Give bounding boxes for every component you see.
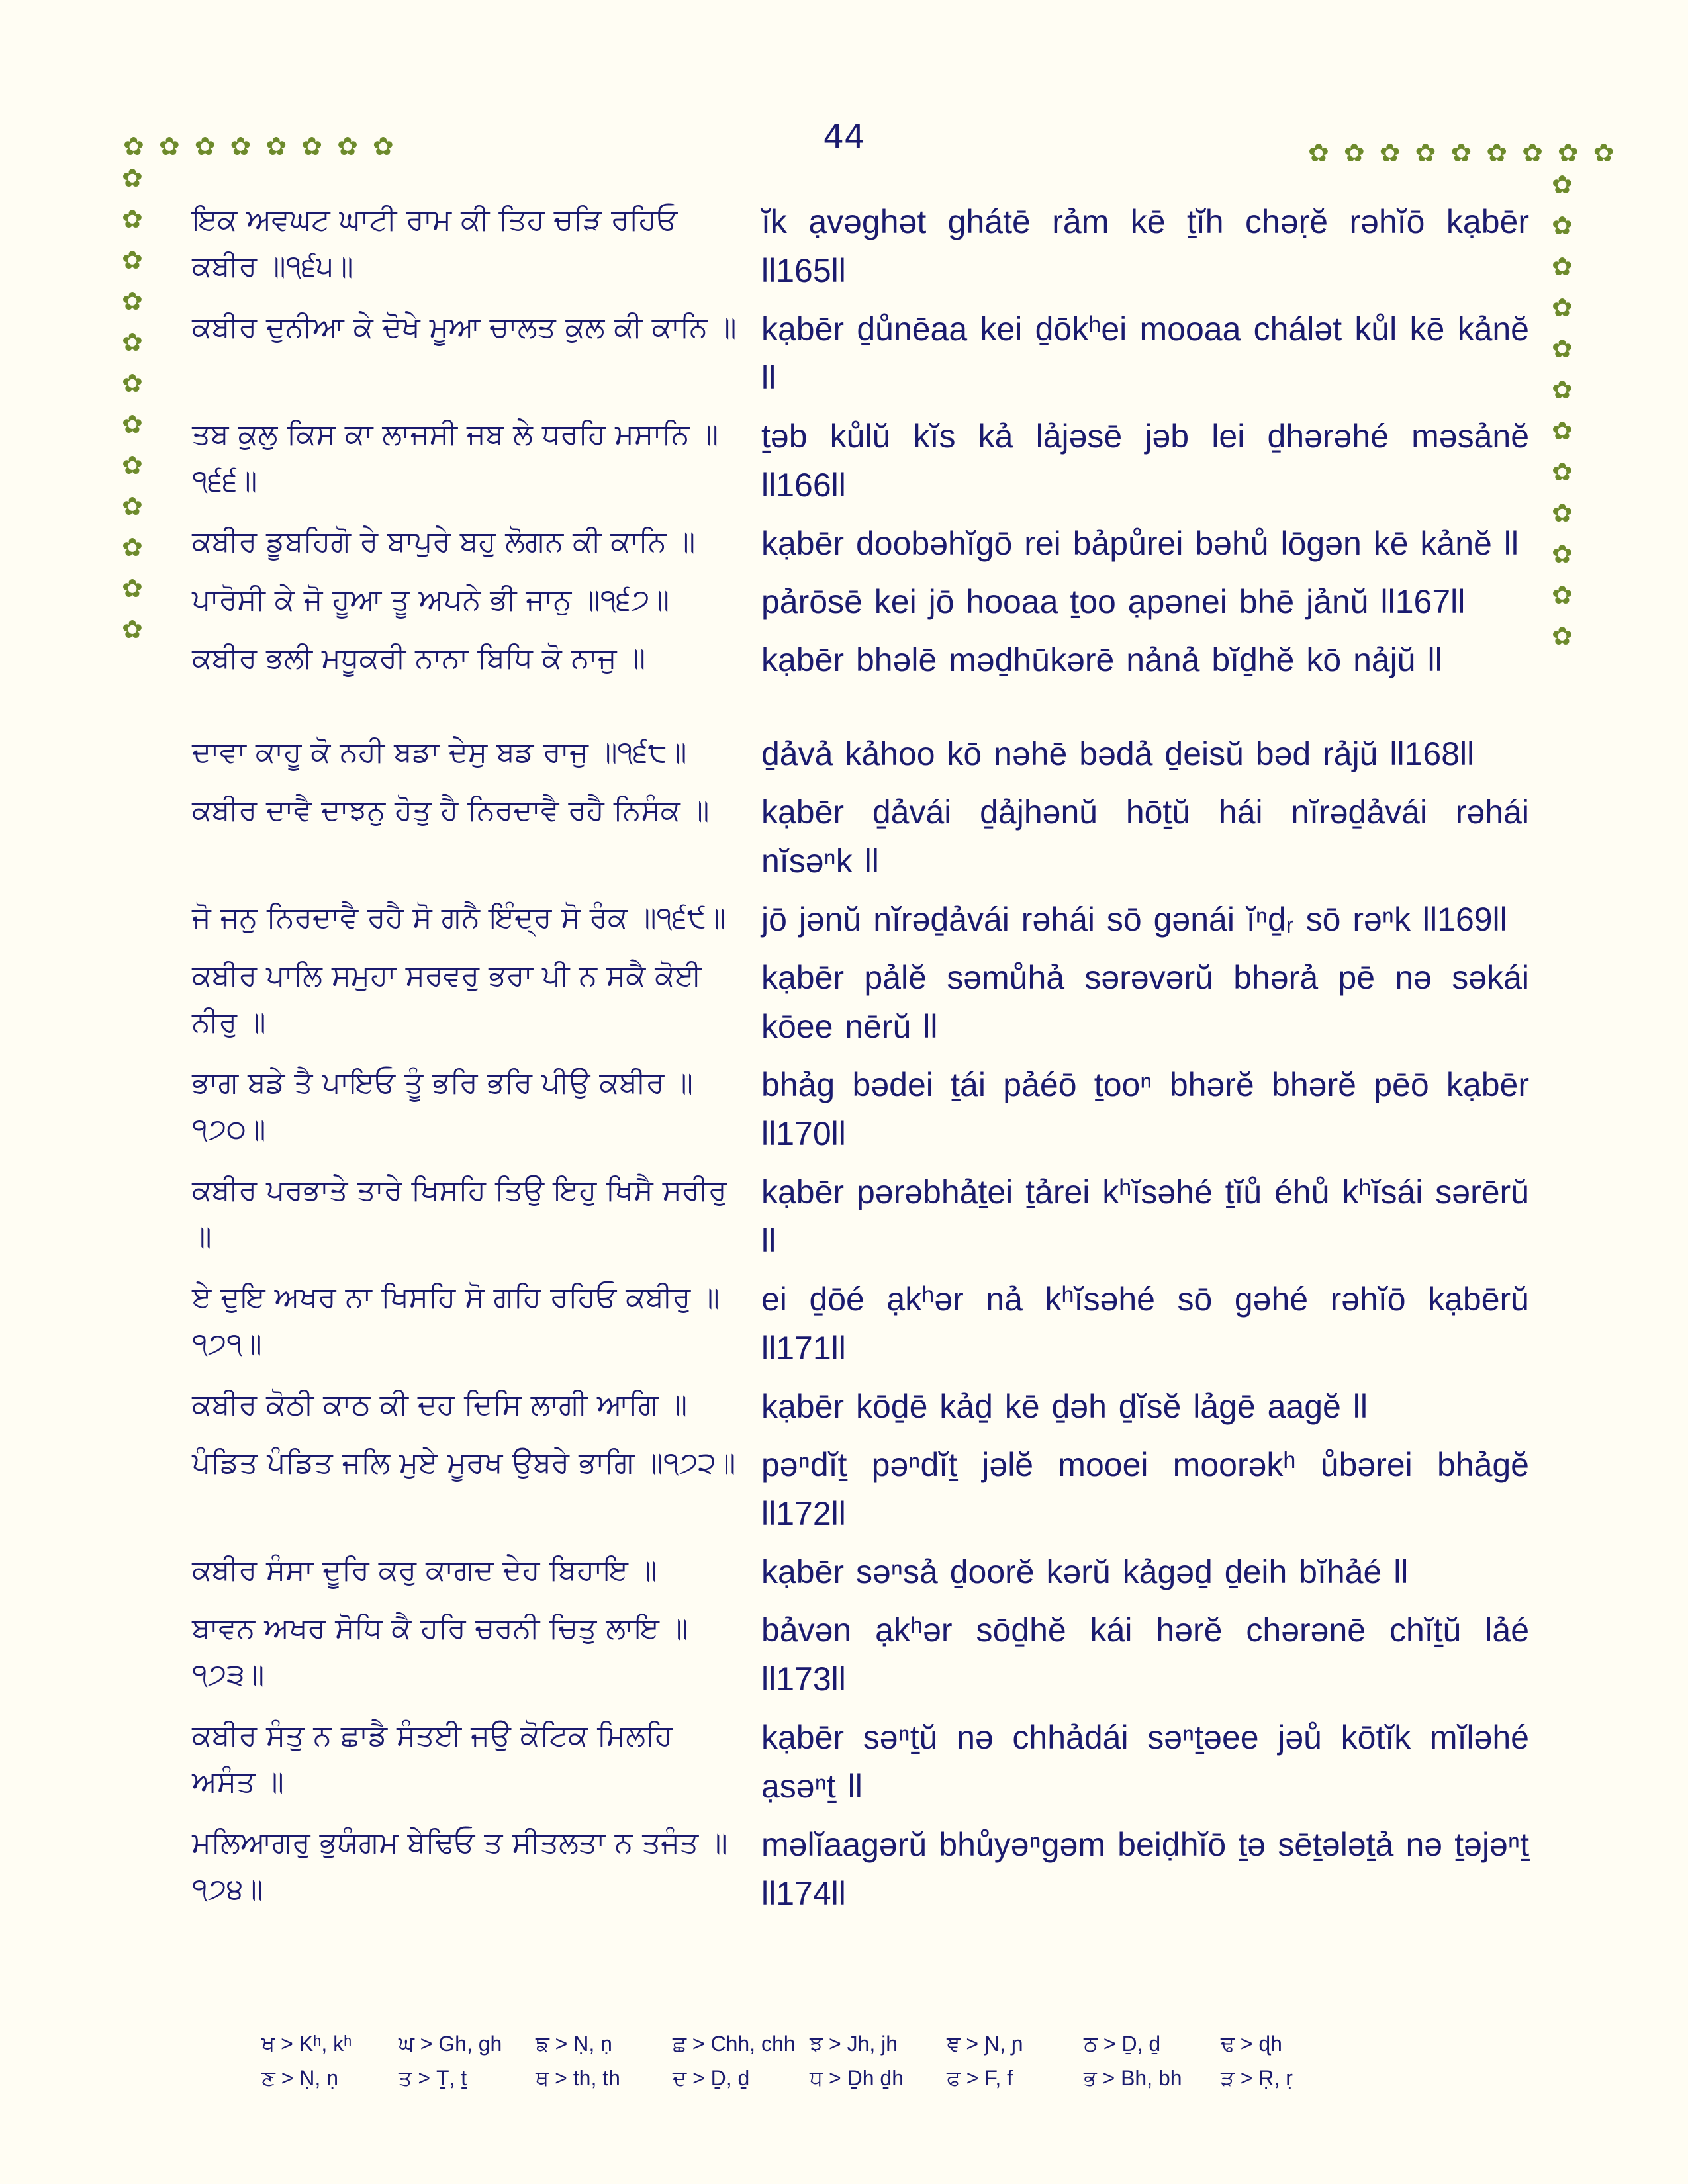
- flower-icon: ✿: [1379, 138, 1401, 167]
- transliteration-text: kạbēr bhəlē məḏhūkərē nảnả bĭḏhĕ kō nảjŭ ll: [761, 641, 1442, 678]
- verse-row: [192, 197, 1529, 295]
- flower-icon: ✿: [1486, 138, 1508, 167]
- transliteration-text: məlĭaagərŭ bhůyəⁿgəm beiḍhĭō ṯə sēṯələṯả nə ṯəjəⁿṯ ll174ll: [761, 1826, 1529, 1912]
- verse-row: [192, 953, 1529, 1051]
- verse-row: [192, 1060, 1529, 1158]
- flower-icon: ✿: [1450, 138, 1472, 167]
- gurmukhi-text: ਬਾਵਨ ਅਖਰ ਸੋਧਿ ਕੈ ਹਰਿ ਚਰਨੀ ਚਿਤੁ ਲਾਇ ॥੧੭੩॥: [192, 1612, 688, 1692]
- verse-row: [192, 1167, 1529, 1265]
- transliteration-text: ei ḏōé ạkʰər nả kʰĭsəhé sō gəhé rəhĭō kạbērŭ ll171ll: [761, 1281, 1529, 1367]
- gurmukhi-text: ਭਾਗ ਬਡੇ ਤੈ ਪਾਇਓ ਤੂੰ ਭਰਿ ਭਰਿ ਪੀਉ ਕਬੀਰ ॥੧੭੦॥: [192, 1066, 694, 1146]
- verse-row: [192, 788, 1529, 886]
- flower-icon: ✿: [122, 246, 143, 275]
- flower-icon: ✿: [122, 287, 143, 316]
- flower-icon: ✿: [1552, 293, 1573, 322]
- flower-icon: ✿: [1552, 539, 1573, 569]
- legend-row: [261, 2066, 1387, 2091]
- transliteration-text: jō jənŭ nĭrəḏảvái rəhái sō gənái ĭⁿḏᵣ sō rəⁿk ll169ll: [761, 901, 1507, 938]
- transliteration-text: kạbēr kōḏē kảḏ kē ḏəh ḏĭsĕ lảgē aagĕ ll: [761, 1388, 1368, 1425]
- flower-icon: ✿: [1552, 621, 1573, 651]
- gurmukhi-text: ਕਬੀਰ ਦੁਨੀਆ ਕੇ ਦੋਖੇ ਮੂਆ ਚਾਲਤ ਕੁਲ ਕੀ ਕਾਨਿ ॥: [192, 310, 737, 344]
- flower-icon: ✿: [123, 132, 144, 161]
- verse-row: [192, 412, 1529, 510]
- transliteration-text: pảrōsē kei jō hooaa ṯoo ạpənei bhē jảnŭ ll167ll: [761, 583, 1466, 620]
- flower-icon: ✿: [1552, 252, 1573, 281]
- gurmukhi-text: ਦਾਵਾ ਕਾਹੂ ਕੋ ਨਹੀ ਬਡਾ ਦੇਸੁ ਬਡ ਰਾਜੁ ॥੧੬੮॥: [192, 735, 687, 769]
- transliteration-text: kạbēr ḏảvái ḏảjhənŭ hōṯŭ hái nĭrəḏảvái rəhái nĭsəⁿk ll: [761, 794, 1529, 880]
- transliteration-text: kạbēr doobəhĭgō rei bảpůrei bəhů lōgən kē kảnĕ ll: [761, 525, 1519, 562]
- legend-item: ਥ > th, th: [536, 2066, 620, 2090]
- verse-row: [192, 1713, 1529, 1811]
- flower-icon: ✿: [158, 132, 180, 161]
- flower-icon: ✿: [1552, 580, 1573, 610]
- transliteration-text: kạbēr səⁿṯŭ nə chhảdái səⁿṯəee jəů kōtĭk mĭləhé ạsəⁿṯ ll: [761, 1719, 1529, 1805]
- transliteration-text: ḏảvả kảhoo kō nəhē bədả ḏeisŭ bəd rảjŭ ll168ll: [761, 735, 1475, 772]
- gurmukhi-text: ਇਕ ਅਵਘਟ ਘਾਟੀ ਰਾਮ ਕੀ ਤਿਹ ਚੜਿ ਰਹਿਓ ਕਬੀਰ ॥੧੬੫॥: [192, 203, 678, 283]
- flower-icon: ✿: [1415, 138, 1436, 167]
- flower-icon: ✿: [1308, 138, 1329, 167]
- verse-table: [192, 197, 1529, 1927]
- gurmukhi-text: ਕਬੀਰ ਪਾਲਿ ਸਮੁਹਾ ਸਰਵਰੁ ਭਰਾ ਪੀ ਨ ਸਕੈ ਕੋਈ ਨੀਰੁ ॥: [192, 959, 702, 1039]
- flower-icon: ✿: [230, 132, 252, 161]
- transliteration-text: kạbēr pərəbhảṯei ṯảrei kʰĭsəhé ṯĭů éhů kʰĭsái sərērŭ ll: [761, 1173, 1529, 1259]
- flower-icon: ✿: [122, 451, 143, 480]
- verse-row: [192, 1820, 1529, 1918]
- legend-item: ਢ > ɖh: [1221, 2032, 1282, 2056]
- flower-icon: ✿: [1593, 138, 1615, 167]
- legend-item: ਞ > Ɲ, ɲ: [947, 2032, 1023, 2056]
- verse-row: [192, 519, 1529, 568]
- legend-item: ੜ > Ṛ, ṛ: [1221, 2066, 1293, 2090]
- flower-icon: ✿: [1552, 211, 1573, 240]
- transliteration-text: ṯəb kůlŭ kĭs kả lảjəsē jəb lei ḏhərəhé məsảnĕ ll166ll: [761, 418, 1529, 504]
- legend-row: [261, 2032, 1387, 2057]
- legend-item: ਭ > Bh, bh: [1084, 2066, 1182, 2090]
- transliteration-text: pəⁿdĭṯ pəⁿdĭṯ jəlĕ mooei moorəkʰ ůbərei bhảgĕ ll172ll: [761, 1446, 1529, 1532]
- flower-icon: ✿: [122, 328, 143, 357]
- gurmukhi-text: ਕਬੀਰ ਸੰਤੁ ਨ ਛਾਡੈ ਸੰਤਈ ਜਉ ਕੋਟਿਕ ਮਿਲਹਿ ਅਸੰਤ ॥: [192, 1719, 673, 1799]
- page-number: 44: [823, 118, 865, 156]
- flower-border-right: [1552, 172, 1573, 649]
- legend-item: ਤ > Ṯ, ṯ: [399, 2066, 467, 2090]
- verse-row: [192, 1606, 1529, 1704]
- flower-icon: ✿: [265, 132, 287, 161]
- flower-icon: ✿: [122, 615, 143, 644]
- flower-icon: ✿: [372, 132, 394, 161]
- transliteration-text: bảvən ạkʰər sōḏhĕ kái hərĕ chərənē chĭṯŭ lảé ll173ll: [761, 1612, 1529, 1698]
- flower-icon: ✿: [122, 492, 143, 521]
- gurmukhi-text: ਪੰਡਿਤ ਪੰਡਿਤ ਜਲਿ ਮੁਏ ਮੂਰਖ ਉਬਰੇ ਭਾਗਿ ॥੧੭੨॥: [192, 1446, 736, 1480]
- flower-border-top-right: [1308, 140, 1615, 165]
- gurmukhi-text: ਕਬੀਰ ਭਲੀ ਮਧੂਕਰੀ ਨਾਨਾ ਬਿਧਿ ਕੋ ਨਾਜੁ ॥: [192, 641, 646, 675]
- flower-icon: ✿: [1552, 457, 1573, 486]
- transliteration-text: bhảg bədei ṯái pảéō ṯooⁿ bhərĕ bhərĕ pēō kạbēr ll170ll: [761, 1066, 1529, 1152]
- gurmukhi-text: ਕਬੀਰ ਡੂਬਹਿਗੋ ਰੇ ਬਾਪੁਰੇ ਬਹੁ ਲੋਗਨ ਕੀ ਕਾਨਿ ॥: [192, 525, 696, 559]
- legend-item: ਘ > Gh, gh: [399, 2032, 502, 2056]
- verse-row: [192, 635, 1529, 684]
- verse-row: [192, 1275, 1529, 1373]
- transliteration-text: kạbēr ḏůnēaa kei ḏōkʰei mooaa chálət kůl kē kảnĕ ll: [761, 310, 1529, 396]
- flower-icon: ✿: [1552, 498, 1573, 527]
- legend-item: ਠ > Ḏ, ḏ: [1084, 2032, 1161, 2056]
- flower-icon: ✿: [122, 205, 143, 234]
- legend-item: ਫ > F, f: [947, 2066, 1013, 2090]
- flower-border-left: [122, 165, 143, 642]
- flower-icon: ✿: [337, 132, 358, 161]
- verse-row: [192, 1547, 1529, 1596]
- gurmukhi-text: ਕਬੀਰ ਸੰਸਾ ਦੂਰਿ ਕਰੁ ਕਾਗਦ ਦੇਹ ਬਿਹਾਇ ॥: [192, 1553, 657, 1587]
- flower-icon: ✿: [122, 533, 143, 562]
- flower-icon: ✿: [1552, 375, 1573, 404]
- gurmukhi-text: ਤਬ ਕੁਲੁ ਕਿਸ ਕਾ ਲਾਜਸੀ ਜਬ ਲੇ ਧਰਹਿ ਮਸਾਨਿ ॥੧੬੬॥: [192, 418, 719, 498]
- flower-icon: ✿: [1522, 138, 1543, 167]
- flower-border-top-left: [123, 134, 394, 159]
- transliteration-text: kạbēr pảlĕ səmůhả sərəvərŭ bhərả pē nə səkái kōee nērŭ ll: [761, 959, 1529, 1045]
- legend-item: ਖ > Kʰ, kʰ: [261, 2032, 352, 2056]
- verse-row: [192, 895, 1529, 944]
- gurmukhi-text: ਕਬੀਰ ਦਾਵੈ ਦਾਝਨੁ ਹੋਤੁ ਹੈ ਨਿਰਦਾਵੈ ਰਹੈ ਨਿਸੰਕ ॥: [192, 794, 710, 827]
- legend-item: ਣ > Ṇ, ṇ: [261, 2066, 338, 2090]
- flower-icon: ✿: [194, 132, 216, 161]
- flower-icon: ✿: [1552, 334, 1573, 363]
- legend-item: ਧ > Ḏh ḏh: [810, 2066, 904, 2090]
- flower-icon: ✿: [1557, 138, 1579, 167]
- transliteration-text: ĭk ạvəghət ghátē rảm kē ṯĭh chəṛĕ rəhĭō kạbēr ll165ll: [761, 203, 1529, 289]
- legend-item: ਝ > Jh, jh: [810, 2032, 898, 2056]
- legend-item: ਙ > Ṇ, ṇ: [536, 2032, 612, 2056]
- flower-icon: ✿: [301, 132, 323, 161]
- verse-row: [192, 1440, 1529, 1538]
- flower-icon: ✿: [1552, 416, 1573, 445]
- legend-item: ਦ > Ḏ, ḏ: [673, 2066, 750, 2090]
- gurmukhi-text: ਪਾਰੋਸੀ ਕੇ ਜੋ ਹੂਆ ਤੂ ਅਪਨੇ ਭੀ ਜਾਨੁ ॥੧੬੭॥: [192, 583, 670, 617]
- verse-row: [192, 577, 1529, 626]
- flower-icon: ✿: [1343, 138, 1365, 167]
- flower-icon: ✿: [122, 410, 143, 439]
- gurmukhi-text: ਏ ਦੁਇ ਅਖਰ ਨਾ ਖਿਸਹਿ ਸੋ ਗਹਿ ਰਹਿਓ ਕਬੀਰੁ ॥੧੭੧॥: [192, 1281, 720, 1361]
- legend-item: ਛ > Chh, chh: [673, 2032, 796, 2056]
- transliteration-legend: [261, 2032, 1387, 2101]
- flower-icon: ✿: [1552, 170, 1573, 199]
- gurmukhi-text: ਮਲਿਆਗਰੁ ਭੁਯੰਗਮ ਬੇਢਿਓ ਤ ਸੀਤਲਤਾ ਨ ਤਜੰਤ ॥੧੭੪॥: [192, 1826, 727, 1906]
- verse-row: [192, 729, 1529, 778]
- gurmukhi-text: ਕਬੀਰ ਕੋਠੀ ਕਾਠ ਕੀ ਦਹ ਦਿਸਿ ਲਾਗੀ ਆਗਿ ॥: [192, 1388, 688, 1422]
- flower-icon: ✿: [122, 574, 143, 603]
- gurmukhi-text: ਜੋ ਜਨੁ ਨਿਰਦਾਵੈ ਰਹੈ ਸੋ ਗਨੈ ਇੰਦ੍ਰ ਸੋ ਰੰਕ ॥੧੬੯॥: [192, 901, 726, 934]
- verse-row: [192, 304, 1529, 402]
- transliteration-text: kạbēr səⁿsả ḏoorĕ kərŭ kảgəḏ ḏeih bĭhảé ll: [761, 1553, 1409, 1590]
- flower-icon: ✿: [122, 369, 143, 398]
- flower-icon: ✿: [122, 163, 143, 193]
- verse-row: [192, 1382, 1529, 1431]
- gurmukhi-text: ਕਬੀਰ ਪਰਭਾਤੇ ਤਾਰੇ ਖਿਸਹਿ ਤਿਉ ਇਹੁ ਖਿਸੈ ਸਰੀਰੁ ॥: [192, 1173, 727, 1253]
